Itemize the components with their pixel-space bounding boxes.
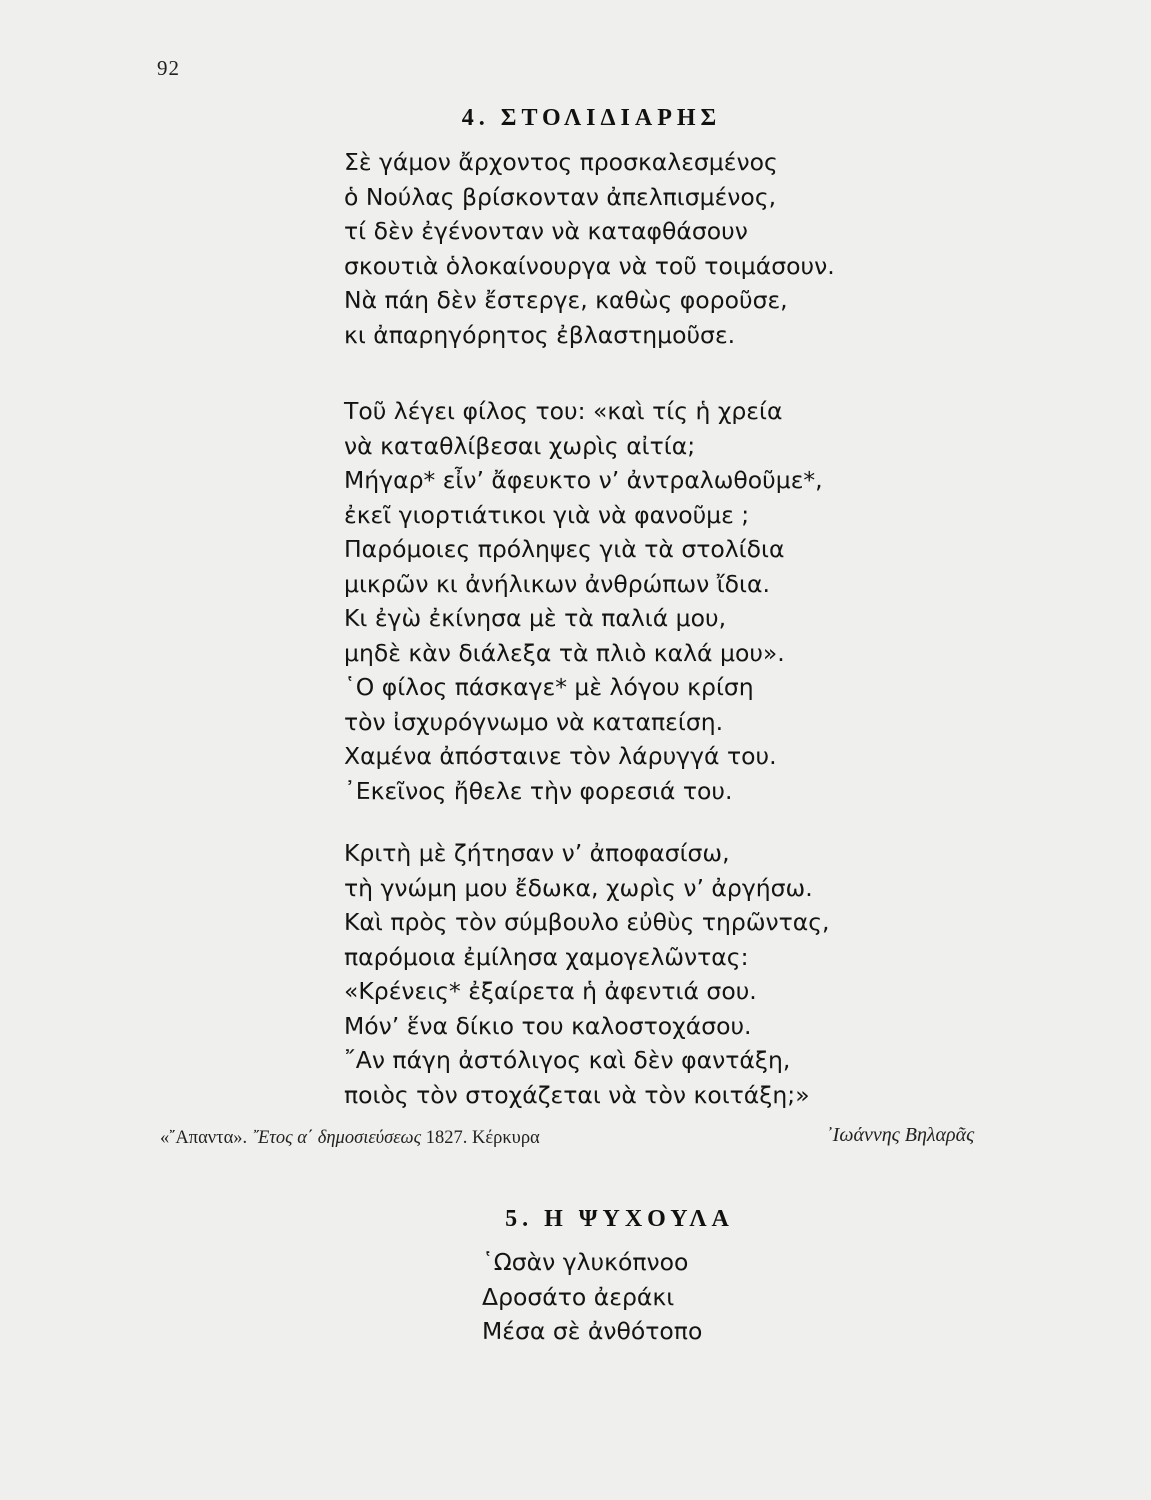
poem-line: ᾿Εκεῖνος ἤθελε τὴν φορεσιά του. <box>344 776 733 805</box>
poem-line: μικρῶν κι ἀνήλικων ἀνθρώπων ἴδια. <box>344 569 770 598</box>
poem-title-psychoula: 5. Η ΨΥΧΟΥΛΑ <box>505 1206 734 1232</box>
poem-line: ἐκεῖ γιορτιάτικοι γιὰ νὰ φανοῦμε ; <box>344 500 750 529</box>
poem-stanza <box>344 836 830 1112</box>
author-name: ᾿Ιωάννης Βηλαρᾶς <box>826 1124 975 1146</box>
poem-line: Μόν’ ἕνα δίκιο του καλοστοχάσου. <box>344 1011 752 1040</box>
poem-line: κι ἀπαρηγόρητος ἐβλαστημοῦσε. <box>344 320 736 349</box>
page-number: 92 <box>157 56 180 80</box>
poem-stanza <box>344 145 835 352</box>
poem-line: ὁ Νούλας βρίσκονταν ἀπελπισμένος, <box>344 182 777 211</box>
poem-line: τὴ γνώμη μου ἔδωκα, χωρὶς ν’ ἀργήσω. <box>344 873 813 902</box>
poem-title-stolidiaris: 4. ΣΤΟΛΙΔΙΑΡΗΣ <box>461 105 722 131</box>
citation-place: 1827. Κέρκυρα <box>421 1128 540 1148</box>
poem-stanza <box>482 1245 702 1349</box>
poem-line: Νὰ πάη δὲν ἔστεργε, καθὼς φοροῦσε, <box>344 286 788 314</box>
poem-line: Σὲ γάμον ἄρχοντος προσκαλεσμένος <box>344 148 778 176</box>
source-citation <box>160 1128 540 1149</box>
poem-line: ῎Αν πάγη ἀστόλιγος καὶ δὲν φαντάξη, <box>344 1046 791 1074</box>
poem-line: νὰ καταθλίβεσαι χωρὶς αἰτία; <box>344 431 696 460</box>
poem-line: ῾Ο φίλος πάσκαγε* μὲ λόγου κρίση <box>344 673 754 701</box>
poem-line: τὸν ἰσχυρόγνωμο νὰ καταπείση. <box>344 707 724 736</box>
poem-line: παρόμοια ἐμίλησα χαμογελῶντας: <box>344 942 749 971</box>
poem-line: μηδὲ κὰν διάλεξα τὰ πλιὸ καλά μου». <box>344 638 785 667</box>
poem-line: Μήγαρ* εἶν’ ἄφευκτο ν’ ἀντραλωθοῦμε*, <box>344 466 823 494</box>
poem-stanza <box>344 394 823 808</box>
poem-line: Τοῦ λέγει φίλος του: «καὶ τίς ἡ χρεία <box>344 397 783 425</box>
poem-line: Κριτὴ μὲ ζήτησαν ν’ ἀποφασίσω, <box>344 839 730 867</box>
poem-line: Μέσα σὲ ἀνθότοπο <box>482 1317 703 1345</box>
poem-line: Χαμένα ἀπόσταινε τὸν λάρυγγά του. <box>344 742 777 770</box>
citation-edition: ῎Ετος α΄ δημοσιεύσεως <box>251 1128 422 1148</box>
poem-line: Παρόμοιες πρόληψες γιὰ τὰ στολίδια <box>344 535 785 563</box>
citation-source: «῎Απαντα». <box>160 1128 252 1148</box>
poem-line: «Κρένεις* ἐξαίρετα ἡ ἀφεντιά σου. <box>344 977 757 1005</box>
poem-line: τί δὲν ἐγένονταν νὰ καταφθάσουν <box>344 217 748 245</box>
poem-line: σκουτιὰ ὁλοκαίνουργα νὰ τοῦ τοιμάσουν. <box>344 251 835 280</box>
poem-line: Καὶ πρὸς τὸν σύμβουλο εὐθὺς τηρῶντας, <box>344 908 830 936</box>
poem-line: ῾Ωσὰν γλυκόπνοο <box>482 1248 689 1276</box>
poem-line: Δροσάτο ἀεράκι <box>482 1282 675 1311</box>
poem-line: Κι ἐγὼ ἐκίνησα μὲ τὰ παλιά μου, <box>344 604 727 632</box>
poem-line: ποιὸς τὸν στοχάζεται νὰ τὸν κοιτάξη;» <box>344 1080 810 1109</box>
